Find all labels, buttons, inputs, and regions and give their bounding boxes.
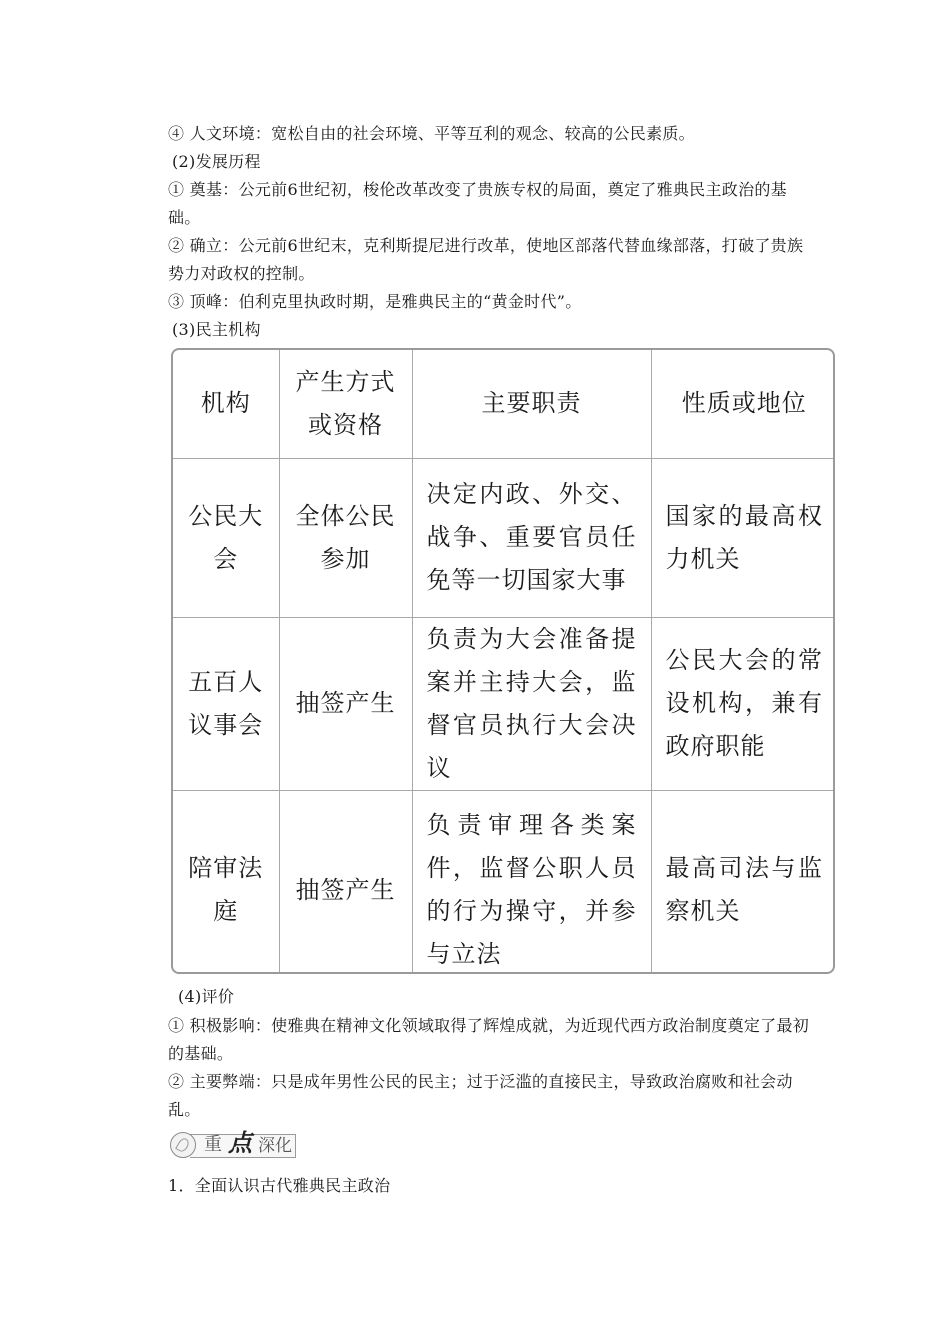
badge-text-2: 点 [228, 1128, 252, 1157]
paragraph-positive-impact: ① 积极影响：使雅典在精神文化领域取得了辉煌成就，为近现代西方政治制度奠定了最初的基础。 [168, 1016, 810, 1063]
paragraph-drawbacks: ② 主要弊端：只是成年男性公民的民主；过于泛滥的直接民主，导致政治腐败和社会动乱。 [168, 1072, 793, 1119]
cell-method: 全体公民参加 [279, 458, 412, 617]
item-heading: 1．全面认识古代雅典民主政治 [168, 1176, 391, 1195]
leaf-icon [170, 1132, 196, 1158]
paragraph-establishment: ② 确立：公元前6世纪末，克利斯提尼进行改革，使地区部落代替血缘部落，打破了贵族势力对政权的控制。 [168, 236, 804, 283]
cell-institution: 陪审法庭 [173, 790, 279, 974]
cell-nature: 国家的最高权力机关 [651, 458, 835, 617]
header-nature: 性质或地位 [651, 350, 835, 458]
header-duties: 主要职责 [412, 350, 651, 458]
section-heading-evaluation: (4)评价 [178, 987, 235, 1006]
badge-text-1: 重 [204, 1134, 222, 1155]
header-institution: 机构 [173, 350, 279, 458]
cell-method: 抽签产生 [279, 617, 412, 790]
cell-institution: 五百人议事会 [173, 617, 279, 790]
paragraph-peak: ③ 顶峰：伯利克里执政时期，是雅典民主的“黄金时代”。 [168, 292, 582, 311]
section-heading-institutions: (3)民主机构 [172, 320, 261, 339]
cell-duties: 决定内政、外交、战争、重要官员任免等一切国家大事 [412, 458, 651, 617]
table-header-row [173, 350, 835, 458]
badge-text-3: 深化 [258, 1136, 292, 1156]
cell-nature: 最高司法与监察机关 [651, 790, 835, 974]
section-heading-development: (2)发展历程 [172, 152, 261, 171]
table-row [173, 790, 835, 974]
cell-duties: 负责为大会准备提案并主持大会，监督官员执行大会决议 [412, 617, 651, 790]
table-row [173, 458, 835, 617]
institutions-table [171, 348, 835, 974]
paragraph-humanistic-environment: ④ 人文环境：宽松自由的社会环境、平等互利的观念、较高的公民素质。 [168, 124, 695, 143]
paragraph-foundation: ① 奠基：公元前6世纪初，梭伦改革改变了贵族专权的局面，奠定了雅典民主政治的基础。 [168, 180, 787, 227]
key-point-badge [170, 1128, 298, 1161]
cell-duties: 负责审理各类案件，监督公职人员的行为操守，并参与立法 [412, 790, 651, 974]
table-row [173, 617, 835, 790]
header-method: 产生方式或资格 [279, 350, 412, 458]
cell-method: 抽签产生 [279, 790, 412, 974]
cell-institution: 公民大会 [173, 458, 279, 617]
cell-nature: 公民大会的常设机构，兼有政府职能 [651, 617, 835, 790]
